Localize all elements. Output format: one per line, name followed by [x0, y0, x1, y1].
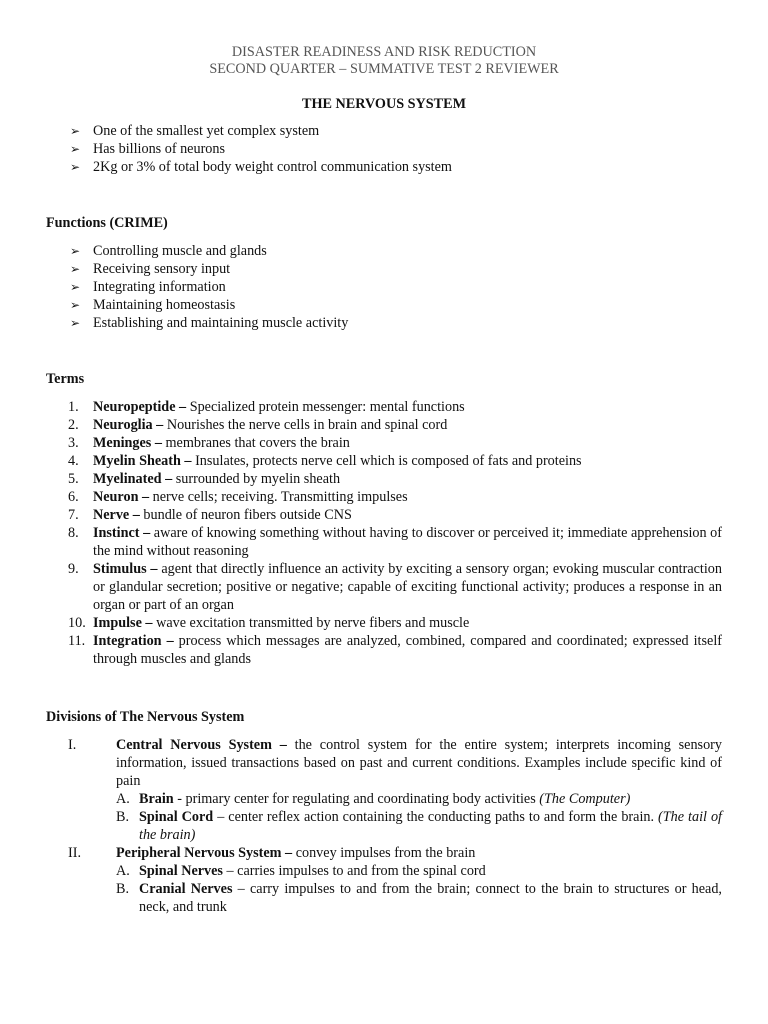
term-name: Integration – — [93, 633, 174, 649]
list-item: ➢ Integrating information — [70, 279, 226, 295]
division-cns — [68, 736, 722, 844]
list-item: ➢ Has billions of neurons — [70, 141, 226, 157]
term-definition: nerve cells; receiving. Transmitting impulses — [149, 489, 408, 505]
functions-bullet-list — [70, 242, 730, 332]
arrow-bullet-icon: ➢ — [70, 124, 81, 138]
term-item: 4. Myelin Sheath – Insulates, protects nerve cell which is composed of fats and proteins — [68, 453, 582, 469]
term-item: 1. Neuropeptide – Specialized protein messenger: mental functions — [68, 399, 465, 415]
term-name: Neuron – — [93, 489, 150, 505]
subdivision-item: A. Brain - primary center for regulating and coordinating body activities (The Computer) — [116, 791, 631, 807]
list-item: ➢ Controlling muscle and glands — [70, 243, 267, 259]
arrow-bullet-icon: ➢ — [70, 160, 81, 174]
term-item: 11. Integration – process which messages are analyzed, combined, compared and coordinated; expressed itself through muscles and glands — [68, 633, 722, 667]
subdivision-item: B. Spinal Cord – center reflex action containing the conducting paths to and form the brain. (The tail of the brain) — [116, 809, 722, 843]
functions-heading: Functions (CRIME) — [46, 215, 168, 231]
arrow-bullet-icon: ➢ — [70, 142, 81, 156]
roman-numeral: II. — [68, 845, 81, 861]
arrow-bullet-icon: ➢ — [70, 280, 81, 294]
subdivision-item: A. Spinal Nerves – carries impulses to and from the spinal cord — [116, 863, 486, 879]
list-item: ➢ Establishing and maintaining muscle activity — [70, 315, 349, 331]
list-item: ➢ 2Kg or 3% of total body weight control communication system — [70, 159, 452, 175]
arrow-bullet-icon: ➢ — [70, 298, 81, 312]
term-name: Myelin Sheath – — [93, 453, 192, 469]
page-title: THE NERVOUS SYSTEM — [302, 96, 466, 112]
list-item: ➢ Receiving sensory input — [70, 261, 231, 277]
arrow-bullet-icon: ➢ — [70, 262, 81, 276]
term-name: Instinct – — [93, 525, 151, 541]
division-name: Central Nervous System – — [116, 737, 287, 753]
document-header-subject: DISASTER READINESS AND RISK REDUCTION — [231, 44, 537, 60]
term-name: Neuropeptide – — [93, 399, 187, 415]
term-item: 2. Neuroglia – Nourishes the nerve cells in brain and spinal cord — [68, 417, 448, 433]
list-item: ➢ One of the smallest yet complex system — [70, 123, 320, 139]
term-item: 10. Impulse – wave excitation transmitted by nerve fibers and muscle — [68, 615, 470, 631]
terms-list — [68, 398, 722, 668]
term-definition: surrounded by myelin sheath — [172, 471, 341, 487]
intro-bullet-list — [70, 122, 730, 176]
term-name: Stimulus – — [93, 561, 158, 577]
division-name: Peripheral Nervous System – — [116, 845, 293, 861]
term-item: 6. Neuron – nerve cells; receiving. Transmitting impulses — [68, 489, 408, 505]
terms-heading: Terms — [46, 371, 85, 387]
subdivision-item: B. Cranial Nerves – carry impulses to and from the brain; connect to the brain to structures or head, neck, and trunk — [116, 881, 722, 915]
term-name: Impulse – — [93, 615, 153, 631]
list-item: ➢ Maintaining homeostasis — [70, 297, 236, 313]
term-name: Myelinated – — [93, 471, 173, 487]
arrow-bullet-icon: ➢ — [70, 244, 81, 258]
divisions-heading: Divisions of The Nervous System — [46, 709, 245, 725]
term-definition: Nourishes the nerve cells in brain and spinal cord — [163, 417, 448, 433]
term-definition: aware of knowing something without having to discover or perceived it; immediate apprehension of the mind without reasoning — [93, 525, 723, 559]
term-definition: Insulates, protects nerve cell which is composed of fats and proteins — [191, 453, 582, 469]
document-header-quarter: SECOND QUARTER – SUMMATIVE TEST 2 REVIEWER — [209, 61, 559, 77]
term-definition: agent that directly influence an activity by exciting a sensory organ; evoking muscular contraction or glandular secretion; positive or negative; capable of exciting functional activity; produces a response in an organ or part of an organ — [93, 561, 722, 613]
term-item: 3. Meninges – membranes that covers the brain — [68, 435, 350, 451]
term-item: 5. Myelinated – surrounded by myelin sheath — [68, 471, 341, 487]
arrow-bullet-icon: ➢ — [70, 316, 81, 330]
term-definition: process which messages are analyzed, combined, compared and coordinated; expressed itself through muscles and glands — [93, 633, 722, 667]
term-definition: wave excitation transmitted by nerve fibers and muscle — [152, 615, 470, 631]
term-definition: bundle of neuron fibers outside CNS — [139, 507, 352, 523]
term-definition: Specialized protein messenger: mental functions — [186, 399, 465, 415]
term-name: Nerve – — [93, 507, 140, 523]
division-description: convey impulses from the brain — [292, 845, 476, 861]
division-pns — [68, 844, 722, 916]
roman-numeral: I. — [68, 737, 77, 753]
term-name: Meninges – — [93, 435, 162, 451]
term-item: 9. Stimulus – agent that directly influence an activity by exciting a sensory organ; evoking muscular contraction or glandular secretion; positive or negative; capable of exciting functional activity; produces a response in an organ or part of an organ — [68, 561, 722, 613]
term-definition: membranes that covers the brain — [161, 435, 350, 451]
term-item: 7. Nerve – bundle of neuron fibers outside CNS — [68, 507, 352, 523]
division-description: the control system for the entire system; interprets incoming sensory information, issued transactions based on past and current conditions. Examples include specific kind of pain — [116, 737, 722, 789]
term-name: Neuroglia – — [93, 417, 164, 433]
term-item: 8. Instinct – aware of knowing something without having to discover or perceived it; immediate apprehension of the mind without reasoning — [68, 525, 723, 559]
